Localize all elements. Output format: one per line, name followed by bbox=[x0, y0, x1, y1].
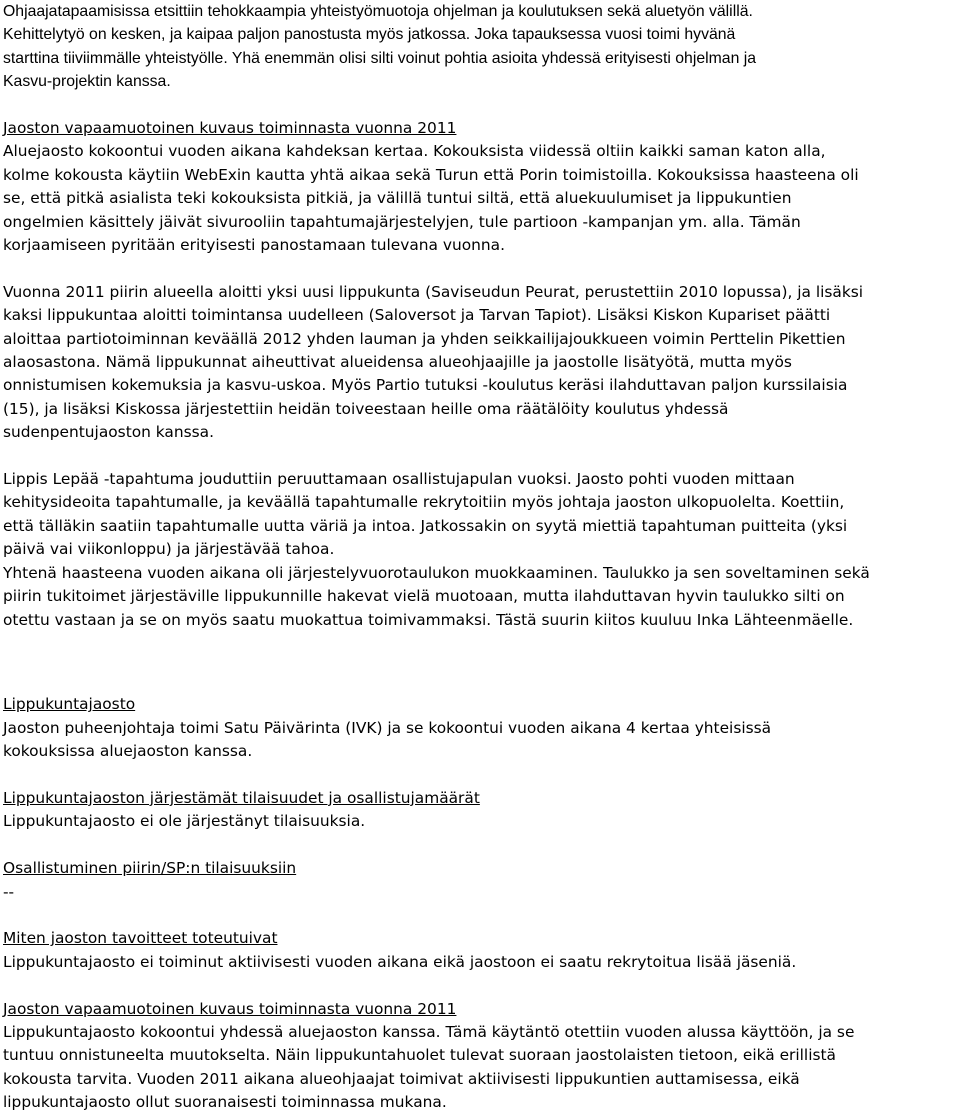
text-line: tuntuu onnistuneelta muutokselta. Näin lippukuntahuolet tulevat suoraan jaostolaisten tietoon, eikä erillistä bbox=[3, 1046, 836, 1065]
text-line: että tälläkin saatiin tapahtumalle uutta väriä ja intoa. Jatkossakin on syytä miettiä tapahtuman puitteita (yksi bbox=[3, 516, 848, 535]
text-line: kaksi lippukuntaa aloitti toimintansa uudelleen (Saloversot ja Tarvan Tapiot). Lisäksi Kiskon Kupariset päätti bbox=[3, 306, 831, 325]
text-line: Kehittelytyö on kesken, ja kaipaa paljon panostusta myös jatkossa. Joka tapauksessa vuosi toimi hyvänä bbox=[3, 26, 736, 44]
section-tavoitteet bbox=[3, 927, 957, 974]
text-line: päivä vai viikonloppu) ja järjestävää tahoa. bbox=[3, 540, 335, 559]
paragraph-gap bbox=[3, 670, 957, 693]
paragraph bbox=[3, 281, 957, 445]
section-heading: Jaoston vapaamuotoinen kuvaus toiminnasta vuonna 2011 bbox=[3, 119, 457, 138]
section-activity-description-2 bbox=[3, 998, 957, 1115]
text-line: Yhtenä haasteena vuoden aikana oli järjestelyvuorotaulukon muokkaaminen. Taulukko ja sen soveltaminen sekä bbox=[3, 563, 870, 582]
paragraph bbox=[3, 717, 957, 764]
intro-paragraph bbox=[3, 0, 957, 94]
paragraph-gap bbox=[3, 445, 957, 468]
text-line: Lippis Lepää -tapahtuma jouduttiin peruuttamaan osallistujapulan vuoksi. Jaosto pohti vuoden mittaan bbox=[3, 470, 795, 489]
text-line: aloittaa partiotoiminnan keväällä 2012 yhden lauman ja yhden seikkailijajoukkueen voimin Perttelin Pikettien bbox=[3, 329, 846, 348]
paragraph-gap bbox=[3, 974, 957, 997]
paragraph-gap bbox=[3, 632, 957, 670]
paragraph-gap bbox=[3, 764, 957, 787]
text-line: kolme kokousta käytiin WebExin kautta yhtä aikaa sekä Turun että Porin toimistoilla. Kokouksissa haasteena oli bbox=[3, 165, 859, 184]
section-heading: Jaoston vapaamuotoinen kuvaus toiminnasta vuonna 2011 bbox=[3, 999, 457, 1018]
paragraph-gap bbox=[3, 94, 957, 117]
paragraph-gap bbox=[3, 834, 957, 857]
section-osallistuminen bbox=[3, 857, 957, 904]
section-lippukuntajaosto bbox=[3, 693, 957, 763]
text-line: onnistumisen kokemuksia ja kasvu-uskoa. Myös Partio tutuksi -koulutus keräsi ilahduttavan paljon kurssilaisia bbox=[3, 376, 848, 395]
text-line: otettu vastaan ja se on myös saatu muokattua toimivammaksi. Tästä suurin kiitos kuuluu Inka Lähteenmäelle. bbox=[3, 610, 854, 629]
paragraph bbox=[3, 140, 957, 257]
text-line: sudenpentujaoston kanssa. bbox=[3, 423, 214, 442]
paragraph bbox=[3, 468, 957, 562]
text-line: Lippukuntajaosto ei ole järjestänyt tilaisuuksia. bbox=[3, 812, 366, 831]
paragraph bbox=[3, 1021, 957, 1115]
text-line: Lippukuntajaosto kokoontui yhdessä aluejaoston kanssa. Tämä käytäntö otettiin vuoden alussa käyttöön, ja se bbox=[3, 1022, 855, 1041]
section-heading: Miten jaoston tavoitteet toteutuivat bbox=[3, 929, 278, 948]
text-line: kehitysideoita tapahtumalle, ja keväällä tapahtumalle rekrytoitiin myös johtaja jaoston ulkopuolelta. Koettiin, bbox=[3, 493, 845, 512]
section-heading: Lippukuntajaoston järjestämät tilaisuudet ja osallistujamäärät bbox=[3, 788, 480, 807]
paragraph-gap bbox=[3, 257, 957, 280]
text-line: se, että pitkä asialista teki kokouksista pitkiä, ja välillä tuntui siltä, että aluekuulumiset ja lippukuntien bbox=[3, 189, 792, 208]
text-line: (15), ja lisäksi Kiskossa järjestettiin heidän toiveestaan heille oma räätälöity koulutus yhdessä bbox=[3, 399, 729, 418]
paragraph-gap bbox=[3, 904, 957, 927]
text-line: ongelmien käsittely jäivät sivurooliin tapahtumajärjestelyjen, tule partioon -kampanjan ym. alla. Tämän bbox=[3, 212, 801, 231]
text-line: Lippukuntajaosto ei toiminut aktiivisesti vuoden aikana eikä jaostoon ei saatu rekrytoitua lisää jäseniä. bbox=[3, 952, 797, 971]
section-tilaisuudet bbox=[3, 787, 957, 834]
text-line: starttina tiiviimmälle yhteistyölle. Yhä enemmän olisi silti voinut pohtia asioita yhdessä erityisesti ohjelman ja bbox=[3, 49, 757, 67]
section-heading: Osallistuminen piirin/SP:n tilaisuuksiin bbox=[3, 859, 297, 878]
text-line: Kasvu-projektin kanssa. bbox=[3, 73, 171, 91]
text-line: piirin tukitoimet järjestäville lippukunnille hakevat vielä muotoaan, mutta ilahduttavan hyvin taulukko silti on bbox=[3, 587, 845, 606]
text-line: kokouksissa aluejaoston kanssa. bbox=[3, 742, 253, 761]
text-line: -- bbox=[3, 882, 15, 901]
text-line: korjaamiseen pyritään erityisesti panostamaan tulevana vuonna. bbox=[3, 236, 505, 255]
section-activity-description bbox=[3, 117, 957, 257]
text-line: Aluejaosto kokoontui vuoden aikana kahdeksan kertaa. Kokouksista viidessä oltiin kaikki saman katon alla, bbox=[3, 142, 826, 161]
text-line: alaosastona. Nämä lippukunnat aiheuttivat alueidensa alueohjaajille ja jaostolle lisätyötä, mutta myös bbox=[3, 353, 792, 372]
text-line: lippukuntajaosto ollut suoranaisesti toiminnassa mukana. bbox=[3, 1093, 447, 1112]
paragraph bbox=[3, 562, 957, 632]
text-line: Vuonna 2011 piirin alueella aloitti yksi uusi lippukunta (Saviseudun Peurat, perustettiin 2010 lopussa), ja lisäksi bbox=[3, 282, 864, 301]
text-line: Ohjaajatapaamisissa etsittiin tehokkaampia yhteistyömuotoja ohjelman ja koulutuksen sekä aluetyön välillä. bbox=[3, 3, 753, 20]
text-line: Jaoston puheenjohtaja toimi Satu Päivärinta (IVK) ja se kokoontui vuoden aikana 4 kertaa yhteisissä bbox=[3, 718, 772, 737]
section-heading: Lippukuntajaosto bbox=[3, 695, 136, 714]
text-line: kokousta tarvita. Vuoden 2011 aikana alueohjaajat toimivat aktiivisesti lippukuntien auttamisessa, eikä bbox=[3, 1069, 800, 1088]
